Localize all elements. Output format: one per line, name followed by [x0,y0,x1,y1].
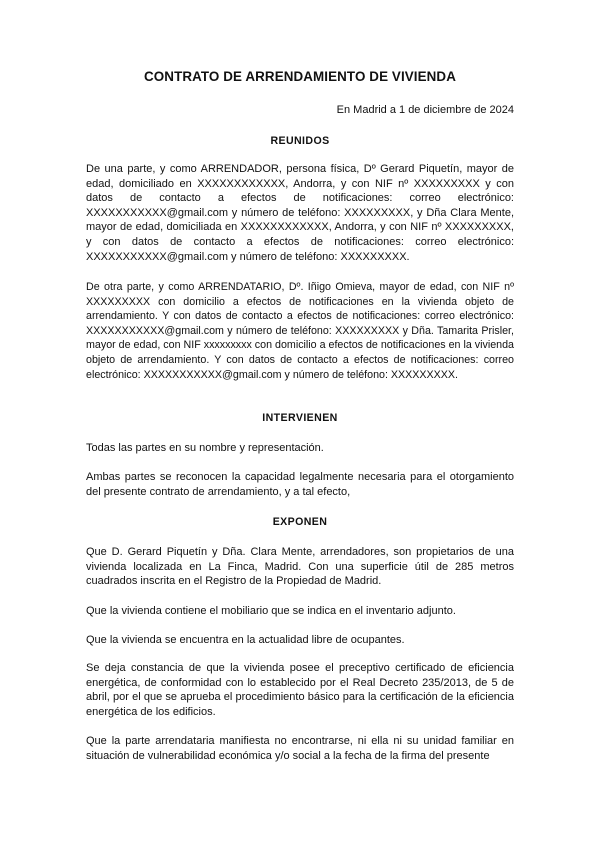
paragraph-arrendador: De una parte, y como ARRENDADOR, persona física, Dº Gerard Piquetín, mayor de edad, domiciliado en XXXXXXXXXXXX, Andorra, y con NIF nº XXXXXXXXX y con datos de contacto a efectos de notificaciones: correo electrónico: XXXXXXXXXXX@gmail.com y número de teléfono: XXXXXXXXX, y Dña Clara Mente, mayor de edad, domiciliada en XXXXXXXXXXXX, Andorra, y con NIF nº XXXXXXXXX, y con datos de contacto a efectos de notificaciones: correo electrónico: XXXXXXXXXXX@gmail.com y número de teléfono: XXXXXXXXX. [86,163,514,263]
paragraph-propietarios: Que D. Gerard Piquetín y Dña. Clara Mente, arrendadores, son propietarios de una vivienda localizada en La Finca, Madrid. Con una superficie útil de 285 metros cuadrados inscrita en el Registro de la Propiedad de Madrid. [86,546,514,588]
paragraph-representacion: Todas las partes en su nombre y representación. [86,442,324,454]
document-title: CONTRATO DE ARRENDAMIENTO DE VIVIENDA [144,69,456,84]
section-heading-exponen: EXPONEN [272,516,328,528]
paragraph-arrendatario: De otra parte, y como ARRENDATARIO, Dº. Iñigo Omieva, mayor de edad, con NIF nº XXXXXXXXX con domicilio a efectos de notificaciones en la vivienda objeto de arrendamiento. Y con datos de contacto a efectos de notificaciones: correo electrónico: XXXXXXXXXXX@gmail.com y número de teléfono: XXXXXXXXX y Dña. Tamarita Prisler, mayor de edad, con NIF xxxxxxxxx con domicilio a efectos de notificaciones en la vivienda objeto de arrendamiento. Y con datos de contacto a efectos de notificaciones: correo electrónico: XXXXXXXXXXX@gmail.com y número de teléfono: XXXXXXXXX. [86,281,514,381]
paragraph-mobiliario: Que la vivienda contiene el mobiliario que se indica en el inventario adjunto. [86,605,456,617]
paragraph-libre-ocupantes: Que la vivienda se encuentra en la actualidad libre de ocupantes. [86,634,405,646]
paragraph-vulnerabilidad: Que la parte arrendataria manifiesta no encontrarse, ni ella ni su unidad familiar en situación de vulnerabilidad económica y/o social a la fecha de la firma del presente [86,735,514,762]
paragraph-capacidad: Ambas partes se reconocen la capacidad legalmente necesaria para el otorgamiento del presente contrato de arrendamiento, y a tal efecto, [86,471,514,498]
paragraph-eficiencia-energetica: Se deja constancia de que la vivienda posee el preceptivo certificado de eficiencia energética, de conformidad con lo establecido por el Real Decreto 235/2013, de 5 de abril, por el que se aprueba el procedimiento básico para la certificación de la eficiencia energética de los edificios. [86,662,514,718]
date-line: En Madrid a 1 de diciembre de 2024 [336,104,514,116]
section-heading-reunidos: REUNIDOS [270,135,330,147]
section-heading-intervienen: INTERVIENEN [262,412,338,424]
